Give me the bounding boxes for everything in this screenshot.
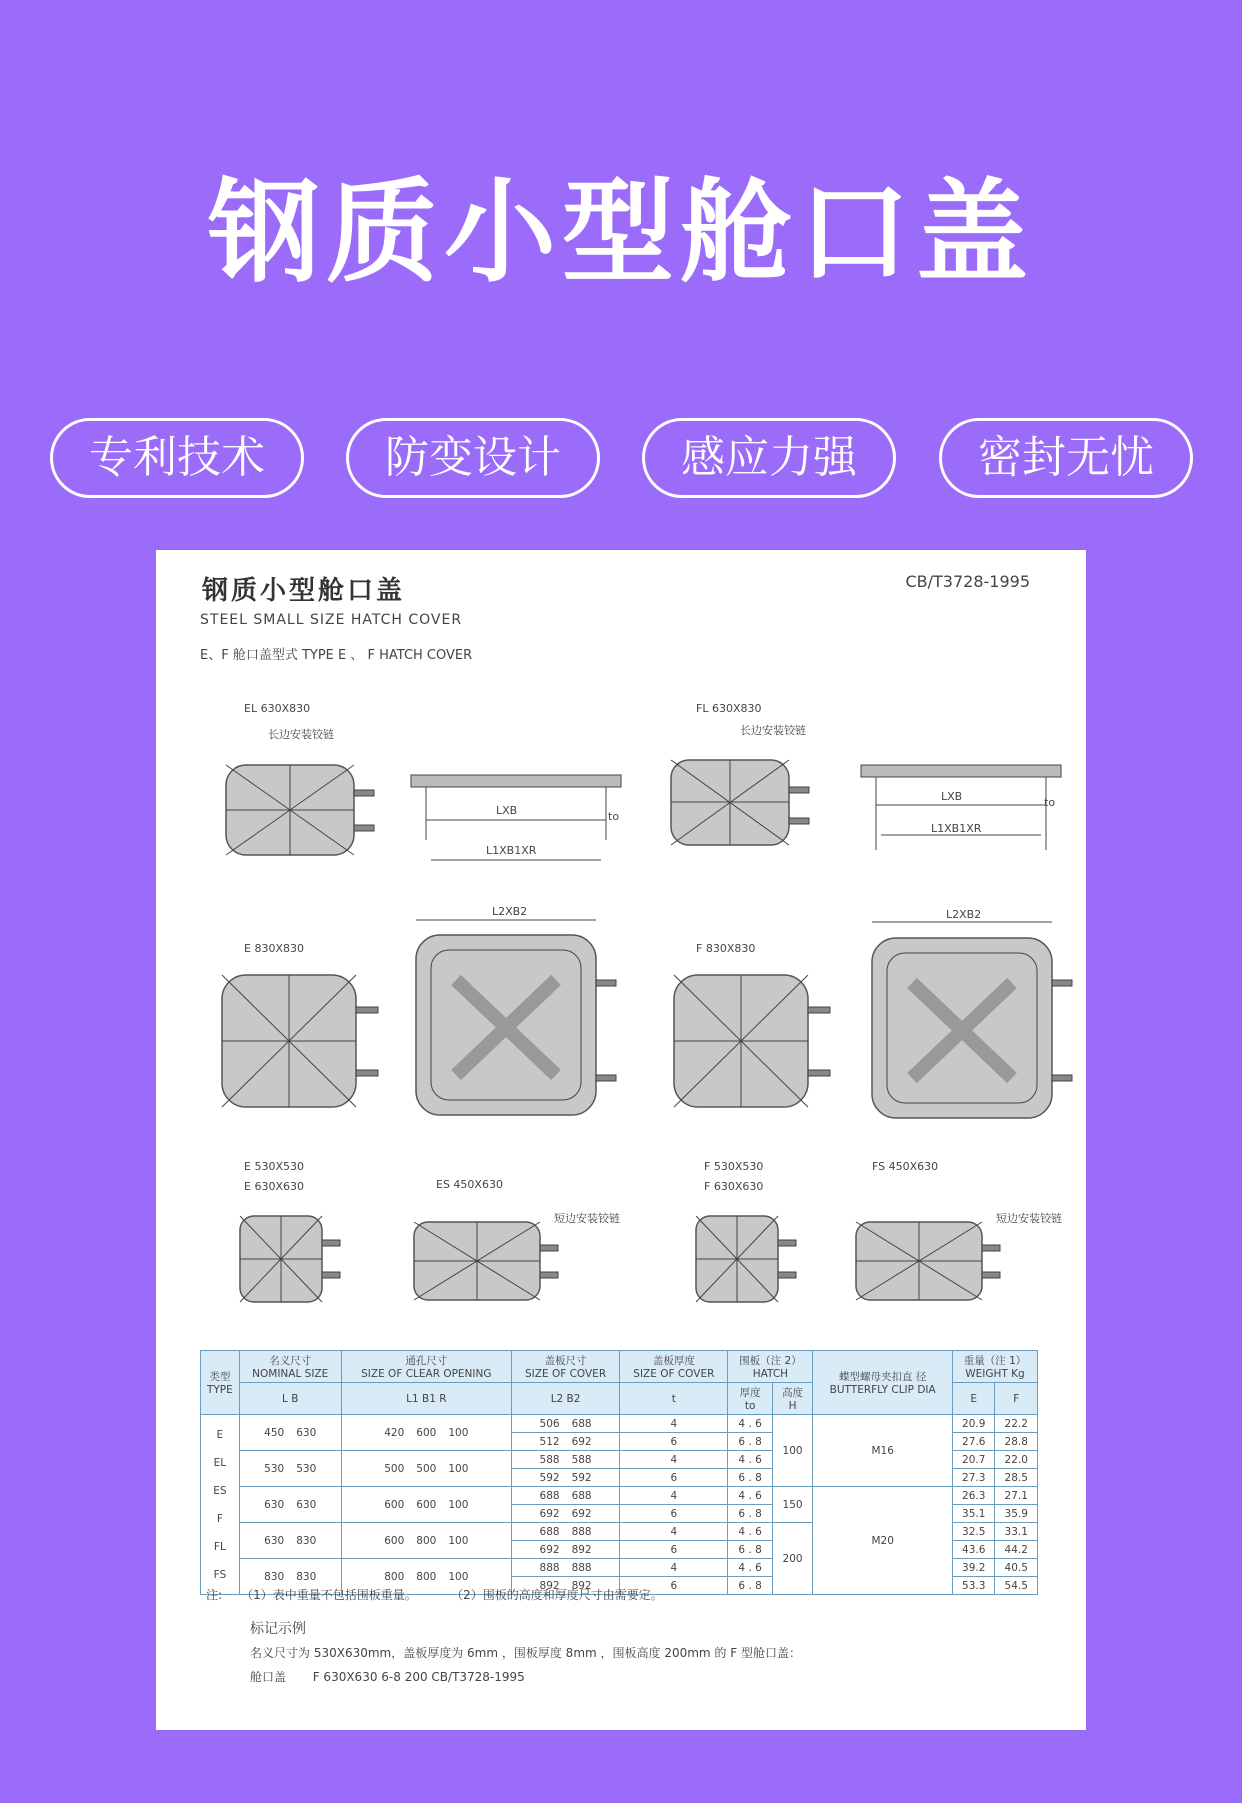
table-cell: 40.5	[995, 1559, 1038, 1577]
sheet-title: 钢质小型舱口盖	[202, 576, 406, 606]
label-lxb-2: LXB	[941, 790, 963, 803]
cell-value: 100	[448, 1462, 469, 1475]
table-cell: M16	[813, 1415, 953, 1487]
notes-line	[206, 1586, 663, 1603]
table-cell: M20	[813, 1487, 953, 1595]
feature-tag-anti-deform: 防变设计	[346, 418, 600, 498]
cell-value: 588	[539, 1453, 560, 1466]
cell-value: 592	[539, 1471, 560, 1484]
table-cell: 4 . 6	[728, 1451, 772, 1469]
table-cell	[341, 1415, 511, 1451]
table-cell	[201, 1415, 240, 1595]
feature-tag-sealing: 密封无忧	[939, 418, 1193, 498]
label-to-2: to	[1044, 796, 1056, 809]
table-cell	[239, 1487, 341, 1523]
label-l2b2-2: L2XB2	[946, 908, 982, 921]
table-cell: 35.9	[995, 1505, 1038, 1523]
example-code-line	[250, 1668, 525, 1685]
table-cell: 200	[772, 1523, 813, 1595]
cell-value: 100	[448, 1426, 469, 1439]
label-e530: E 530X530	[244, 1160, 304, 1173]
cell-value: 500	[416, 1462, 437, 1475]
th-weight-f: F	[995, 1383, 1038, 1415]
table-cell: 53.3	[953, 1577, 995, 1595]
table-cell	[239, 1451, 341, 1487]
table-cell	[511, 1433, 619, 1451]
th-hatch-h: 高度 H	[772, 1383, 813, 1415]
table-cell: 27.1	[995, 1487, 1038, 1505]
table-cell: 150	[772, 1487, 813, 1523]
label-f630: F 630X630	[704, 1180, 764, 1193]
type-label: ES	[213, 1484, 227, 1497]
label-e630: E 630X630	[244, 1180, 304, 1193]
table-cell	[239, 1415, 341, 1451]
cell-value: 888	[539, 1561, 560, 1574]
table-cell: 39.2	[953, 1559, 995, 1577]
label-to-1: to	[608, 810, 620, 823]
type-label: FS	[213, 1568, 227, 1581]
note-2: （2）围板的高度和厚度尺寸由需要定。	[451, 1588, 663, 1602]
table-cell: 4	[620, 1451, 728, 1469]
cell-value: 592	[571, 1471, 592, 1484]
cell-value: 630	[264, 1498, 285, 1511]
table-cell: 27.6	[953, 1433, 995, 1451]
table-cell: 4 . 6	[728, 1415, 772, 1433]
table-cell: 28.8	[995, 1433, 1038, 1451]
note-1: （1）表中重量不包括围板重量。	[241, 1588, 417, 1602]
th-clip: 蝶型螺母夹扣直 径 BUTTERFLY CLIP DIA	[813, 1351, 953, 1415]
cell-value: 100	[448, 1498, 469, 1511]
table-cell	[511, 1451, 619, 1469]
type-label: E	[216, 1428, 224, 1441]
table-cell: 6	[620, 1541, 728, 1559]
cell-value: 100	[448, 1570, 469, 1583]
table-cell: 6	[620, 1505, 728, 1523]
table-cell: 54.5	[995, 1577, 1038, 1595]
cell-value: 692	[539, 1507, 560, 1520]
th-hatch: 围板（注 2） HATCH	[728, 1351, 813, 1383]
table-cell	[511, 1415, 619, 1433]
table-cell: 4 . 6	[728, 1487, 772, 1505]
table-cell: 4	[620, 1487, 728, 1505]
cell-value: 892	[539, 1579, 560, 1592]
cell-value: 830	[264, 1570, 285, 1583]
cell-value: 892	[571, 1579, 592, 1592]
feature-tags	[50, 418, 1192, 496]
cell-value: 892	[571, 1543, 592, 1556]
standard-code: CB/T3728-1995	[905, 572, 1030, 591]
type-label: F	[216, 1512, 223, 1525]
cell-value: 600	[384, 1534, 405, 1547]
table-cell	[511, 1523, 619, 1541]
table-cell: 22.0	[995, 1451, 1038, 1469]
example-title: 标记示例	[250, 1621, 306, 1637]
table-cell: 6	[620, 1577, 728, 1595]
th-hatch-t: 厚度 to	[728, 1383, 772, 1415]
cell-value: 692	[571, 1435, 592, 1448]
table-cell: 6 . 8	[728, 1577, 772, 1595]
feature-tag-patent: 专利技术	[50, 418, 304, 498]
sheet-subtitle: STEEL SMALL SIZE HATCH COVER	[200, 612, 463, 628]
table-cell: 6 . 8	[728, 1433, 772, 1451]
th-nominal-sub: L B	[239, 1383, 341, 1415]
label-l2b2-1: L2XB2	[492, 905, 528, 918]
label-el: EL 630X830	[244, 702, 311, 715]
label-l1b1r-1: L1XB1XR	[486, 844, 537, 857]
cell-value: 600	[416, 1498, 437, 1511]
table-cell	[341, 1487, 511, 1523]
table-cell: 44.2	[995, 1541, 1038, 1559]
cell-value: 450	[264, 1426, 285, 1439]
th-cover-sub: L2 B2	[511, 1383, 619, 1415]
label-l1b1r-2: L1XB1XR	[931, 822, 982, 835]
table-cell: 6	[620, 1433, 728, 1451]
table-cell: 28.5	[995, 1469, 1038, 1487]
table-cell: 6	[620, 1469, 728, 1487]
table-cell: 32.5	[953, 1523, 995, 1541]
cell-value: 888	[571, 1561, 592, 1574]
th-nominal: 名义尺寸 NOMINAL SIZE	[239, 1351, 341, 1383]
cell-value: 630	[296, 1426, 317, 1439]
th-weight-e: E	[953, 1383, 995, 1415]
th-weight: 重量（注 1） WEIGHT Kg	[953, 1351, 1038, 1383]
table-cell	[511, 1541, 619, 1559]
spec-table	[200, 1350, 1038, 1595]
cell-value: 688	[539, 1525, 560, 1538]
cell-value: 692	[539, 1543, 560, 1556]
cell-value: 688	[539, 1489, 560, 1502]
table-cell: 27.3	[953, 1469, 995, 1487]
th-clear-sub: L1 B1 R	[341, 1383, 511, 1415]
table-cell: 33.1	[995, 1523, 1038, 1541]
cell-value: 512	[539, 1435, 560, 1448]
note-label: 注:	[206, 1588, 223, 1602]
label-e830: E 830X830	[244, 942, 304, 955]
label-es: ES 450X630	[436, 1178, 503, 1191]
cell-value: 688	[571, 1417, 592, 1430]
table-cell: 4 . 6	[728, 1559, 772, 1577]
cell-value: 420	[384, 1426, 405, 1439]
table-cell	[239, 1523, 341, 1559]
th-type: 类型 TYPE	[201, 1351, 240, 1415]
table-cell: 4	[620, 1559, 728, 1577]
table-cell	[341, 1523, 511, 1559]
cell-value: 100	[448, 1534, 469, 1547]
table-cell: 22.2	[995, 1415, 1038, 1433]
label-long-hinge-2: 长边安装铰链	[740, 724, 806, 737]
table-cell: 20.7	[953, 1451, 995, 1469]
cell-value: 500	[384, 1462, 405, 1475]
feature-tag-sensing: 感应力强	[642, 418, 896, 498]
table-cell	[511, 1469, 619, 1487]
cell-value: 800	[416, 1570, 437, 1583]
label-short-hinge-1: 短边安装铰链	[554, 1212, 620, 1225]
example-code: F 630X630 6-8 200 CB/T3728-1995	[312, 1670, 525, 1684]
table-cell: 6 . 8	[728, 1541, 772, 1559]
th-cover: 盖板尺寸 SIZE OF COVER	[511, 1351, 619, 1383]
spec-sheet	[156, 550, 1086, 1730]
table-cell: 6 . 8	[728, 1469, 772, 1487]
table-cell: 43.6	[953, 1541, 995, 1559]
cell-value: 800	[416, 1534, 437, 1547]
cell-value: 530	[264, 1462, 285, 1475]
example-text: 名义尺寸为 530X630mm，盖板厚度为 6mm ，围板厚度 8mm ，围板高度 200mm 的 F 型舱口盖：	[250, 1646, 801, 1660]
table-cell	[511, 1505, 619, 1523]
cell-value: 688	[571, 1489, 592, 1502]
cell-value: 600	[384, 1498, 405, 1511]
cell-value: 506	[539, 1417, 560, 1430]
table-cell: 35.1	[953, 1505, 995, 1523]
th-thick: 盖板厚度 SIZE OF COVER	[620, 1351, 728, 1383]
label-short-hinge-2: 短边安装铰链	[996, 1212, 1062, 1225]
label-f530: F 530X530	[704, 1160, 764, 1173]
type-label: FL	[213, 1540, 226, 1553]
label-lxb-1: LXB	[496, 804, 518, 817]
cell-value: 600	[416, 1426, 437, 1439]
cell-value: 588	[571, 1453, 592, 1466]
cell-value: 692	[571, 1507, 592, 1520]
table-cell: 4 . 6	[728, 1523, 772, 1541]
table-cell: 26.3	[953, 1487, 995, 1505]
label-fl: FL 630X830	[696, 702, 762, 715]
table-cell	[511, 1559, 619, 1577]
th-clear: 通孔尺寸 SIZE OF CLEAR OPENING	[341, 1351, 511, 1383]
type-label: EL	[213, 1456, 227, 1469]
cell-value: 630	[264, 1534, 285, 1547]
cell-value: 888	[571, 1525, 592, 1538]
table-row	[201, 1415, 1038, 1433]
example-code-label: 舱口盖	[250, 1670, 287, 1684]
cell-value: 800	[384, 1570, 405, 1583]
label-long-hinge-1: 长边安装铰链	[268, 728, 334, 741]
cell-value: 830	[296, 1570, 317, 1583]
label-fs: FS 450X630	[872, 1160, 939, 1173]
table-cell: 4	[620, 1415, 728, 1433]
table-cell: 4	[620, 1523, 728, 1541]
label-f830: F 830X830	[696, 942, 756, 955]
table-cell: 6 . 8	[728, 1505, 772, 1523]
type-line: E、F 舱口盖型式 TYPE E 、 F HATCH COVER	[200, 648, 473, 663]
page-title: 钢质小型舱口盖	[208, 168, 1034, 298]
table-cell	[341, 1451, 511, 1487]
table-row	[201, 1487, 1038, 1505]
th-thick-sub: t	[620, 1383, 728, 1415]
table-cell: 20.9	[953, 1415, 995, 1433]
cell-value: 530	[296, 1462, 317, 1475]
cell-value: 830	[296, 1534, 317, 1547]
table-cell: 100	[772, 1415, 813, 1487]
cell-value: 630	[296, 1498, 317, 1511]
table-cell	[511, 1487, 619, 1505]
